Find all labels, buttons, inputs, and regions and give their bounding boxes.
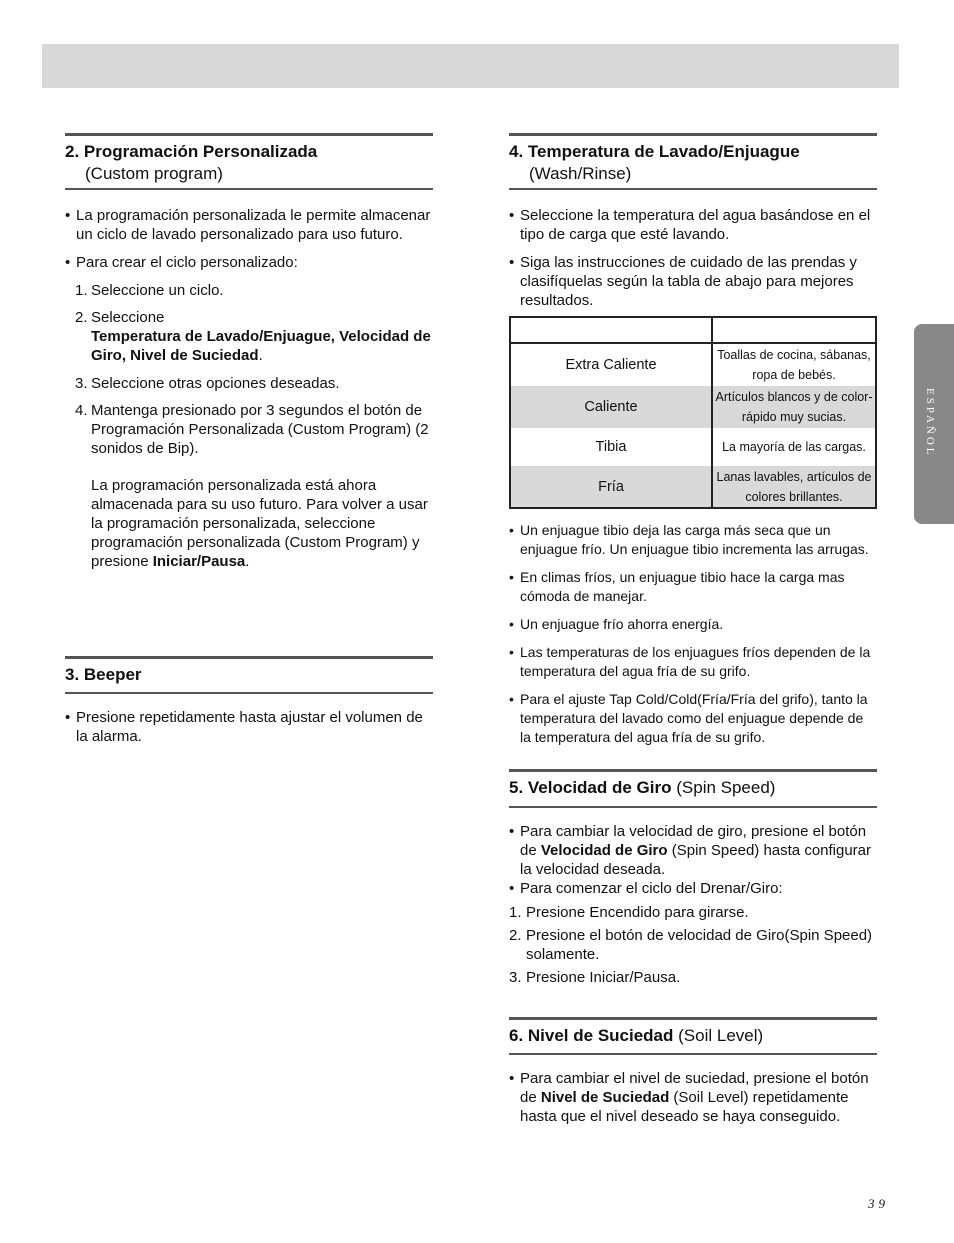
language-tab	[914, 324, 954, 524]
section-5-body	[509, 822, 877, 987]
section-6-bullet-1-a: Para cambiar el nivel de suciedad, presione el botón de	[520, 1070, 869, 1106]
table-cell-temp: Fría	[510, 466, 712, 508]
step-4	[65, 401, 433, 458]
section-6-bullet-1-b: (Soil Level) repetidamente hasta que el nivel deseado se haya conseguido.	[520, 1089, 849, 1125]
spin-step-1-number: 1.	[509, 904, 522, 921]
table-row	[510, 428, 876, 466]
table-cell-desc: Lanas lavables, artículos de colores brillantes.	[712, 466, 876, 508]
section-2-body	[65, 206, 433, 571]
note-item: • Un enjuague frío ahorra energía.	[509, 615, 877, 634]
table-row	[510, 386, 876, 428]
section-3-body	[65, 708, 433, 746]
section-4-subtitle: (Wash/Rinse)	[529, 164, 632, 183]
table-cell-desc: La mayoría de las cargas.	[722, 440, 866, 454]
section-2-bullet-2: • Para crear el ciclo personalizado:	[65, 253, 433, 272]
step-2-end: .	[258, 347, 263, 364]
language-tab-label: ESPAÑOL	[924, 388, 936, 458]
section-5-title-rest: (Spin Speed)	[676, 778, 776, 797]
spin-step-3-number: 3.	[509, 969, 522, 986]
step-1	[65, 281, 433, 300]
note-item: • Un enjuague tibio deja las carga más seca que un enjuague frío. Un enjuague tibio incrementa las arrugas.	[509, 521, 877, 559]
section-5-bullet-1-a: Para cambiar la velocidad de giro, presione el botón de	[520, 823, 867, 859]
section-5-bullet-2: • Para comenzar el ciclo del Drenar/Giro:	[509, 879, 877, 898]
temperature-table	[509, 316, 877, 509]
section-6-title-rest: (Soil Level)	[678, 1026, 764, 1045]
section-5-bullet-1-bold: Velocidad de Giro	[540, 842, 668, 859]
section-5-title: 5. Velocidad de Giro	[509, 778, 672, 797]
section-4-body	[509, 206, 877, 310]
section-4-title: 4. Temperatura de Lavado/Enjuague	[509, 142, 800, 161]
table-cell-temp: Tibia	[510, 428, 712, 466]
note-item: • En climas fríos, un enjuague tibio hace la carga mas cómoda de manejar.	[509, 568, 877, 606]
spin-step-2-text: Presione el botón de velocidad de Giro(Spin Speed) solamente.	[526, 927, 873, 963]
table-header-row	[510, 317, 876, 343]
spin-step-2-number: 2.	[509, 927, 522, 944]
custom-program-note	[65, 476, 433, 571]
section-6-bullet-1-bold: Nivel de Suciedad	[540, 1089, 670, 1106]
table-cell-temp: Caliente	[510, 386, 712, 428]
table-row	[510, 343, 876, 386]
section-6-body	[509, 1069, 877, 1126]
step-3-text: Seleccione otras opciones deseadas.	[91, 375, 340, 392]
step-1-text: Seleccione un ciclo.	[91, 282, 224, 299]
section-5-bullet-1-b: (Spin Speed) hasta configurar la velocidad deseada.	[520, 842, 872, 878]
step-4-text: Mantenga presionado por 3 segundos el botón de Programación Personalizada (Custom Program) (2 sonidos de Bip).	[91, 402, 429, 457]
spin-step-3	[509, 968, 877, 987]
section-4-heading	[509, 133, 877, 190]
section-2-title: 2. Programación Personalizada	[65, 142, 318, 161]
note-item: • Para el ajuste Tap Cold/Cold(Fría/Fría del grifo), tanto la temperatura del lavado como del enjuague depende de la temperatura del agua fría de su grifo.	[509, 690, 877, 747]
spin-step-1-text: Presione Encendido para girarse.	[526, 904, 749, 921]
table-header-cell	[510, 317, 712, 343]
spin-step-2	[509, 926, 877, 964]
note-text: La programación personalizada está ahora almacenada para su uso futuro. Para volver a usar la programación personalizada, seleccione programación personalizada (Custom Program) y presione	[91, 477, 428, 570]
section-5-bullet-1	[509, 822, 877, 879]
section-2-bullet-1: • La programación personalizada le permite almacenar un ciclo de lavado personalizado para uso futuro.	[65, 206, 433, 244]
section-6-bullet-1	[509, 1069, 877, 1126]
step-2-number: 2.	[75, 309, 88, 326]
section-4-bullet-1: • Seleccione la temperatura del agua basándose en el tipo de carga que esté lavando.	[509, 206, 877, 244]
step-4-number: 4.	[75, 402, 88, 419]
spin-step-1	[509, 903, 877, 922]
step-2-bold: Temperatura de Lavado/Enjuague, Velocidad de Giro, Nivel de Suciedad	[91, 328, 431, 364]
section-5-heading	[509, 769, 877, 808]
table-cell-desc: Toallas de cocina, sábanas, ropa de bebés.	[717, 348, 871, 382]
section-2-subtitle: (Custom program)	[85, 164, 223, 183]
page-number: 39	[868, 1196, 889, 1211]
step-3	[65, 374, 433, 393]
step-3-number: 3.	[75, 375, 88, 392]
note-bold: Iniciar/Pausa	[152, 553, 246, 570]
section-3-bullet-1: • Presione repetidamente hasta ajustar el volumen de la alarma.	[65, 708, 433, 746]
header-band	[42, 44, 899, 88]
step-2	[65, 308, 433, 365]
table-cell-temp: Extra Caliente	[510, 343, 712, 386]
section-6-heading	[509, 1017, 877, 1055]
section-4-bullet-2: • Siga las instrucciones de cuidado de las prendas y clasifíquelas según la tabla de abajo para mejores resultados.	[509, 253, 877, 310]
section-2-heading	[65, 133, 433, 190]
table-header-cell	[712, 317, 876, 343]
step-2-text: Seleccione	[91, 309, 165, 326]
note-item: • Las temperaturas de los enjuagues fríos dependen de la temperatura del agua fría de su grifo.	[509, 643, 877, 681]
section-3-heading	[65, 656, 433, 694]
section-6-title: 6. Nivel de Suciedad	[509, 1026, 674, 1045]
step-1-number: 1.	[75, 282, 88, 299]
spin-step-3-text: Presione Iniciar/Pausa.	[526, 969, 681, 986]
table-row	[510, 466, 876, 508]
note-end: .	[245, 553, 250, 570]
section-3-title: 3. Beeper	[65, 665, 142, 684]
section-4-notes	[509, 521, 877, 747]
table-cell-desc: Artículos blancos y de color-rápido muy sucias.	[712, 386, 876, 428]
